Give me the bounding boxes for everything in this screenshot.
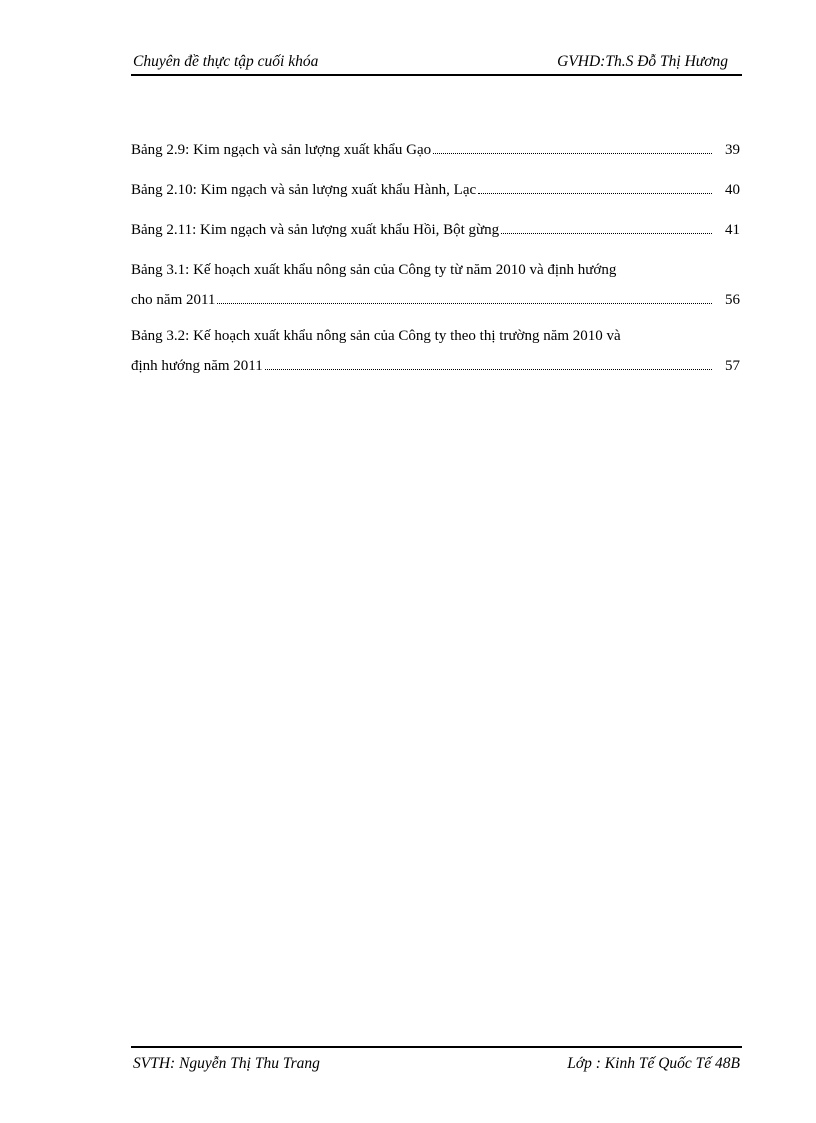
toc-entry[interactable]	[131, 260, 742, 326]
toc-entry-title: Bảng 2.10: Kim ngạch và sản lượng xuất khẩu Hành, Lạc	[131, 182, 477, 198]
toc-entry[interactable]	[131, 220, 742, 260]
toc-entry-title-continued: cho năm 2011	[131, 292, 216, 308]
page-footer	[131, 1046, 742, 1078]
dot-leader	[478, 181, 712, 194]
footer-class: Lớp : Kinh Tế Quốc Tế 48B	[567, 1055, 740, 1072]
header-supervisor: GVHD:Th.S Đỗ Thị Hương	[557, 53, 728, 70]
header-course-title: Chuyên đề thực tập cuối khóa	[133, 53, 319, 70]
toc-entry-title: Bảng 2.11: Kim ngạch và sản lượng xuất khẩu Hồi, Bột gừng	[131, 222, 500, 238]
toc-entry[interactable]	[131, 326, 742, 392]
toc-page-number: 56	[725, 292, 740, 308]
toc-entry-title: Bảng 3.2: Kế hoạch xuất khẩu nông sản của Công ty theo thị trường năm 2010 và	[131, 328, 621, 344]
dot-leader	[217, 291, 712, 304]
page-header	[131, 50, 742, 76]
footer-student: SVTH: Nguyễn Thị Thu Trang	[133, 1055, 320, 1072]
table-list	[131, 140, 742, 392]
toc-page-number: 57	[725, 358, 740, 374]
dot-leader	[433, 141, 712, 154]
toc-entry-title: Bảng 2.9: Kim ngạch và sản lượng xuất khẩu Gạo	[131, 142, 432, 158]
toc-entry[interactable]	[131, 140, 742, 180]
dot-leader	[265, 357, 712, 370]
toc-page-number: 40	[725, 182, 740, 198]
toc-entry-title-continued: định hướng năm 2011	[131, 358, 263, 374]
dot-leader	[501, 221, 712, 234]
toc-page-number: 39	[725, 142, 740, 158]
toc-entry-title: Bảng 3.1: Kế hoạch xuất khẩu nông sản của Công ty từ năm 2010 và định hướng	[131, 262, 617, 278]
toc-page-number: 41	[725, 222, 740, 238]
toc-entry[interactable]	[131, 180, 742, 220]
